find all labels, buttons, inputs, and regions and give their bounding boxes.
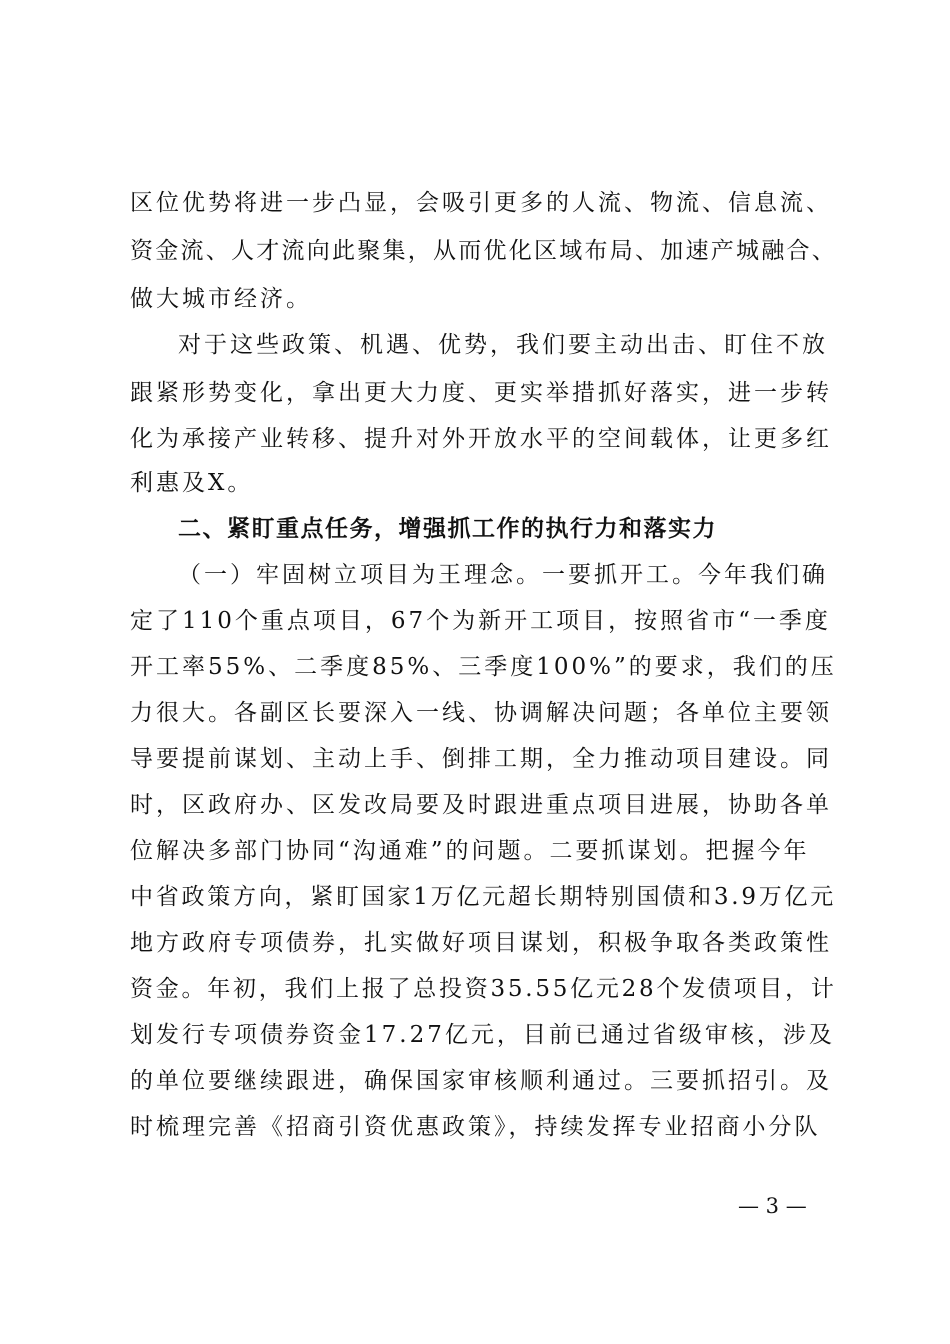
text-line: 地方政府专项债券，扎实做好项目谋划，积极争取各类政策性 bbox=[130, 930, 832, 956]
text-line: 化为承接产业转移、提升对外开放水平的空间载体，让更多红 bbox=[130, 426, 832, 452]
page-number: — 3 — bbox=[738, 1194, 807, 1218]
text-line: 利惠及X。 bbox=[130, 470, 254, 496]
text-line: 导要提前谋划、主动上手、倒排工期，全力推动项目建设。同 bbox=[130, 746, 832, 772]
text-line: 对于这些政策、机遇、优势，我们要主动出击、盯住不放 bbox=[178, 332, 828, 358]
text-line: 资金。年初，我们上报了总投资35.55亿元28个发债项目，计 bbox=[130, 976, 837, 1002]
text-line: 中省政策方向，紧盯国家1万亿元超长期特别国债和3.9万亿元 bbox=[130, 884, 836, 910]
text-line: 做大城市经济。 bbox=[130, 286, 312, 312]
text-line: 时，区政府办、区发改局要及时跟进重点项目进展，协助各单 bbox=[130, 792, 832, 818]
text-line: 跟紧形势变化，拿出更大力度、更实举措抓好落实，进一步转 bbox=[130, 380, 832, 406]
text-line: 的单位要继续跟进，确保国家审核顺利通过。三要抓招引。及 bbox=[130, 1068, 832, 1094]
text-line: 时梳理完善《招商引资优惠政策》，持续发挥专业招商小分队 bbox=[130, 1114, 821, 1140]
text-line: （一）牢固树立项目为王理念。一要抓开工。今年我们确 bbox=[178, 562, 828, 588]
text-line: 位解决多部门协同“沟通难”的问题。二要抓谋划。把握今年 bbox=[130, 838, 810, 864]
text-line: 力很大。各副区长要深入一线、协调解决问题；各单位主要领 bbox=[130, 700, 832, 726]
section-heading: 二、紧盯重点任务，增强抓工作的执行力和落实力 bbox=[178, 516, 717, 542]
text-line: 开工率55%、二季度85%、三季度100%”的要求，我们的压 bbox=[130, 654, 837, 680]
text-line: 划发行专项债券资金17.27亿元，目前已通过省级审核，涉及 bbox=[130, 1022, 835, 1048]
text-line: 定了110个重点项目，67个为新开工项目，按照省市“一季度 bbox=[130, 608, 831, 634]
text-line: 资金流、人才流向此聚集，从而优化区域布局、加速产城融合、 bbox=[130, 238, 837, 264]
text-line: 区位优势将进一步凸显，会吸引更多的人流、物流、信息流、 bbox=[130, 190, 832, 216]
